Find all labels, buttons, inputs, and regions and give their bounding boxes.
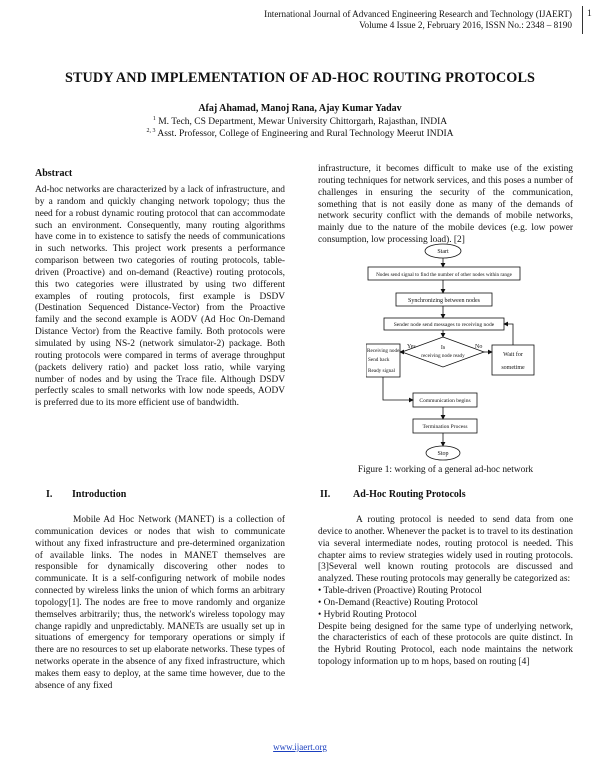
- header-divider: [582, 6, 583, 34]
- affiliation-2: [0, 128, 600, 139]
- intro-number: I.: [46, 489, 53, 500]
- flow-start-label: Start: [437, 249, 449, 255]
- flow-left-line2: Send back: [368, 357, 390, 363]
- adhoc-body: [318, 515, 573, 669]
- abstract-heading: Abstract: [35, 168, 73, 179]
- flow-decision-line1: Is: [440, 345, 446, 351]
- paper-title: STUDY AND IMPLEMENTATION OF AD-HOC ROUTING PROTOCOLS: [64, 70, 535, 86]
- flow-box5-label: Termination Process: [422, 424, 468, 430]
- flowchart-figure: [366, 241, 536, 461]
- footer-link[interactable]: www.ijaert.org: [273, 742, 327, 752]
- flow-decision-line2: receiving node ready: [421, 353, 465, 359]
- adhoc-number: II.: [320, 489, 331, 500]
- journal-name: International Journal of Advanced Engineering Research and Technology (IJAERT): [264, 9, 572, 19]
- flow-yes-label: Yes: [407, 344, 416, 350]
- flow-no-label: No: [475, 344, 483, 350]
- journal-issue: Volume 4 Issue 2, February 2016, ISSN No.: 2348 – 8190: [359, 20, 572, 30]
- protocol-list: [318, 586, 573, 622]
- intro-text: Mobile Ad Hoc Network (MANET) is a collection of communication devices or nodes that wish to communicate without any fixed infrastructure and pre-determined organization of available links. The nodes in MANET themselves are responsible for dynamically discovering other nodes to communicate. It is a self-configuring network of mobile nodes connected by wireless links the union of which forms an arbitrary topology[1]. The nodes are free to move randomly and organize themselves arbitrarily; thus, the network's wireless topology may change rapidly and unpredictably. MANETs are usually set up in situations of emergency for temporary operations or simply if there are no resources to set up elaborate networks. These types of networks operate in the absence of any fixed infrastructure, which makes them easy to deploy, at the same time however, due to the absence of any fixed: [35, 515, 285, 691]
- affiliation-2-sup: 2, 3: [146, 128, 156, 134]
- decision-diamond: [402, 337, 484, 367]
- affiliation-1: [0, 116, 600, 127]
- flow-box4-label: Communication begins: [419, 398, 471, 404]
- list-item: • On-Demand (Reactive) Routing Protocol: [318, 597, 479, 608]
- journal-header: [264, 9, 572, 31]
- affiliation-1-sup: 1: [152, 116, 156, 122]
- intro-body: [35, 515, 285, 693]
- paper-authors: Afaj Ahamad, Manoj Rana, Ajay Kumar Yadav: [198, 103, 402, 114]
- adhoc-title: Ad-Hoc Routing Protocols: [353, 489, 466, 500]
- adhoc-para1: A routing protocol is needed to send data from one device to another. Whenever the packet is to travel to its destination via several intermediate nodes, routing protocol is needed. This chapter aims to review strategies widely used in routing protocols. [3]Several well known routing protocols are discussed and analyzed. These routing protocols may generally be categorized as:: [318, 515, 573, 585]
- adhoc-heading: [320, 489, 466, 500]
- abstract-text: Ad-hoc networks are characterized by a lack of infrastructure, and by a random and quickly changing network topology; thus the need for a robust dynamic routing protocol that can accommodate such an environment. Consequently, many routing algorithms have come in to existence to satisfy the needs of communications in such networks. This project work presents a performance comparison between two categories of routing protocols, table-driven (Proactive) and on-demand (Reactive) routing protocols, this two categories were illustrated by using two different examples of routing protocols, first example is DSDV (Destination Sequenced Distance-Vector) from the Proactive family and the second example is AODV (Ad Hoc On-Demand Distance Vector) from the Reactive family. Both protocols were simulated by using NS-2 (network simulator-2) package. Both routing protocols were compared in terms of average throughput (packets delivery ratio) and packet loss ratio, while varying number of nodes and by using the Trace file. Although DSDV perfectly scales to small networks with low node speeds, AODV is preferred due to its more efficient use of bandwidth.: [35, 185, 285, 409]
- list-item: • Table-driven (Proactive) Routing Protocol: [318, 586, 482, 597]
- affiliation-1-text: M. Tech, CS Department, Mewar University Chittorgarh, Rajasthan, INDIA: [158, 117, 448, 128]
- list-item: • Hybrid Routing Protocol: [318, 609, 417, 620]
- flow-left-line3: Ready signal: [368, 368, 395, 374]
- flow-left-line1: Receiving node: [367, 348, 400, 354]
- right-column-top: [318, 164, 573, 247]
- page-number: 1: [587, 9, 592, 19]
- figure-caption: Figure 1: working of a general ad-hoc network: [357, 465, 534, 475]
- flow-box2-label: Synchronizing between nodes: [408, 298, 480, 304]
- flow-box1-label: Nodes send signal to find the number of other nodes within range: [376, 272, 512, 278]
- abstract-body: [35, 185, 285, 410]
- intro-title: Introduction: [72, 489, 127, 500]
- flow-box3-label: Sender node send messages to receiving node: [393, 322, 495, 328]
- flow-right-line1: Wait for: [503, 352, 523, 358]
- right-top-text: infrastructure, it becomes difficult to make use of the existing routing techniques for network services, and this poses a number of challenges in ensuring the security of the communication, something that is not easily done as many of the demands of network security conflict with the demands of mobile networks, mainly due to the nature of the mobile devices (e.g. low power consumption, low processing load). [2]: [318, 164, 573, 246]
- intro-heading: [46, 489, 126, 500]
- affiliation-2-text: Asst. Professor, College of Engineering and Rural Technology Meerut INDIA: [157, 129, 454, 140]
- flow-right-line2: sometime: [501, 365, 525, 371]
- adhoc-para2: Despite being designed for the same type of underlying network, the characteristics of each of these protocols are quite distinct. In the Hybrid Routing Protocol, each node maintains the network topology information up to m hops, based on routing [4]: [318, 621, 573, 668]
- flow-stop-label: Stop: [437, 451, 449, 457]
